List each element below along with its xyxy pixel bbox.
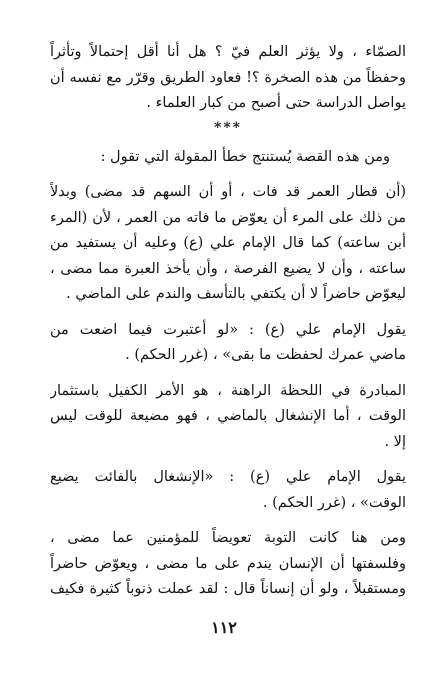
page-number: ١١٢ — [211, 618, 237, 637]
text-line: المبادرة في اللحظة الراهنة ، هو الأمر الكفيل باستثمار — [50, 382, 406, 399]
text-line: من ذلك على المرء أن يعوّض ما فاته من العمر ، لأن (المرء — [50, 209, 406, 226]
text-line: وحفظاً من هذه الصخرة ؟! فعاود الطريق وقرّر مع نفسه أن — [50, 69, 406, 86]
text-line: يقول الإمام علي (ع) : «لو أعتبرت فيما اضعت من — [50, 321, 406, 338]
text-line: ومن هذه القصة يُستنتج خطأ المقولة التي تقول : — [100, 148, 390, 165]
text-line: الوقت» ، (غرر الحكم) . — [262, 494, 406, 511]
paragraph-story-end — [50, 40, 406, 117]
text-line: أبن ساعته) كما قال الإمام علي (ع) وعليه أن يستفيد من — [50, 235, 406, 251]
section-separator: *** — [214, 119, 242, 136]
paragraph-quote-2 — [50, 465, 406, 516]
text-line: إلا . — [384, 433, 406, 450]
text-line: ساعته ، وأن لا يضيع الفرصة ، وأن يأخذ العبرة مما مضى ، — [50, 260, 406, 277]
text-line: يواصل الدراسة حتى أصبح من كبار العلماء . — [146, 95, 406, 111]
text-line: ماضي عمرك لحفظت ما بقى» ، (غرر الحكم) . — [125, 347, 406, 363]
paragraph-conclusion — [50, 145, 406, 171]
text-line: الوقت ، أما الإنشغال بالماضي ، فهو مضيعة للوقت ليس — [50, 408, 406, 424]
text-line: ومستقبلاً ، ولو أن إنساناً قال : لقد عملت ذنوباً كثيرة فكيف — [50, 581, 406, 597]
text-line: الصمّاء ، ولا يؤثر العلم فيّ ؟ هل أنا أقل إحتمالاً وتأثراً — [50, 44, 406, 60]
paragraph-repentance — [50, 526, 406, 603]
text-line: ليعوّض حاضراً لا أن يكتفي بالتأسف والندم على الماضي . — [66, 286, 406, 302]
paragraph-quote-1 — [50, 318, 406, 369]
page-body — [50, 40, 406, 603]
text-line: ومن هنا كانت التوبة تعويضاً للمؤمنين عما مضى ، — [50, 530, 406, 546]
paragraph-initiative — [50, 379, 406, 456]
text-line: وفلسفتها أن الإنسان يندم على ما مضى ، ويعوّض حاضراً — [50, 555, 406, 572]
text-line: يقول الإمام علي (ع) : «الإنشغال بالفائت يضيع — [50, 469, 406, 485]
paragraph-saying — [50, 180, 406, 308]
text-line: (أن قطار العمر قد فات ، أو أن السهم قد مضى) وبدلاً — [50, 184, 406, 200]
